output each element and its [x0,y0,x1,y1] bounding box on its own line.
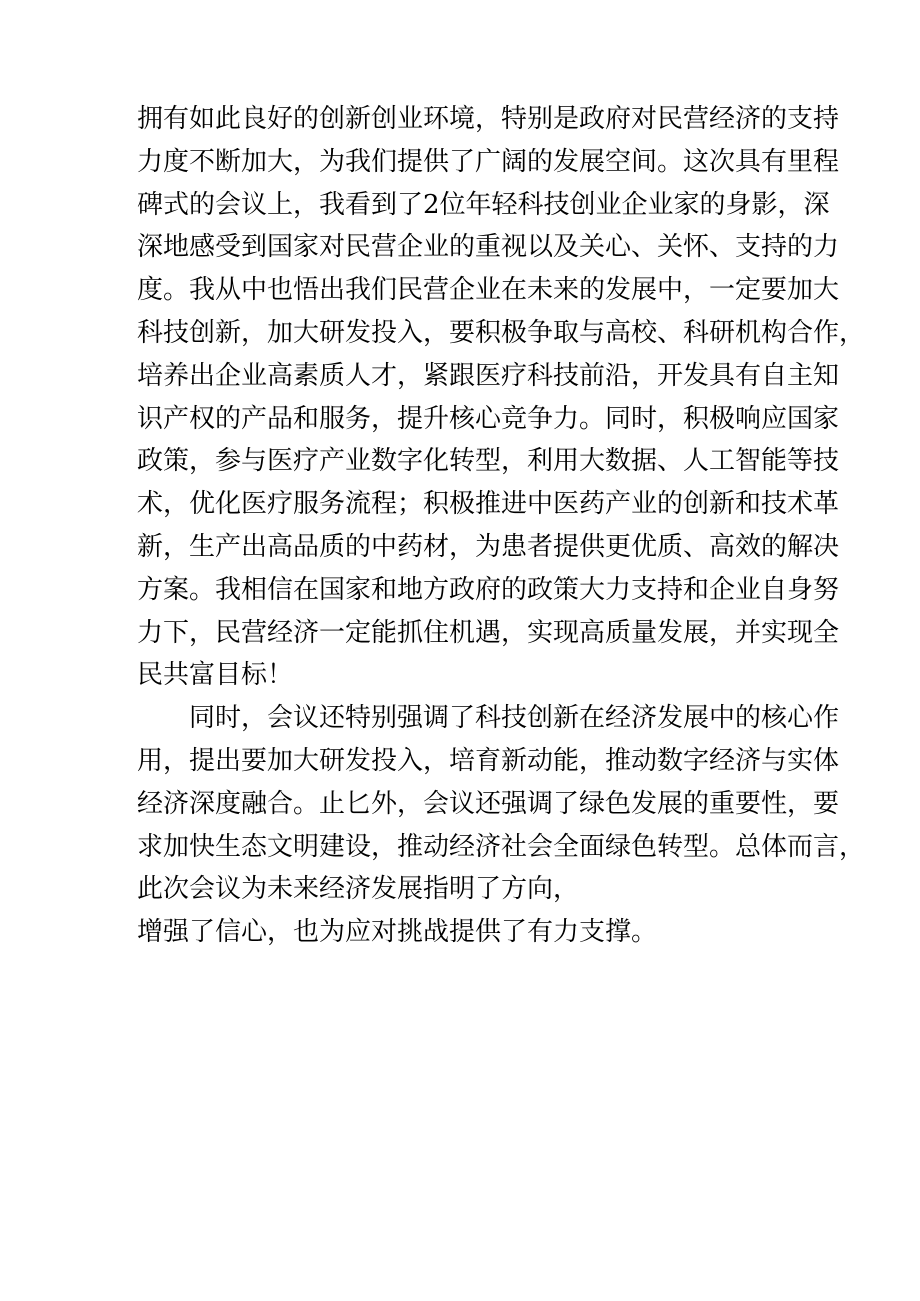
text-line: 方案。我相信在国家和地方政府的政策大力支持和企业自身努 [137,574,840,605]
text-line: 政策，参与医疗产业数字化转型，利用大数据、人工智能等技 [137,446,840,477]
text-line: 深地感受到国家对民营企业的重视以及关心、关怀、支持的力 [137,232,840,263]
text-line: 碑式的会议上，我看到了2位年轻科技创业企业家的身影，深 [137,189,830,220]
paragraph-2 [137,697,866,954]
text-line: 此次会议为未来经济发展指明了方向， [137,874,580,905]
text-line: 同时，会议还特别强调了科技创新在经济发展中的核心作 [189,703,840,734]
text-line: 民共富目标！ [137,660,294,691]
text-line: 经济深度融合。止匕外，会议还强调了绿色发展的重要性，要 [137,788,840,819]
text-line: 用，提出要加大研发投入，培育新动能，推动数字经济与实体 [137,745,840,776]
document-body [137,98,866,954]
text-line: 拥有如此良好的创新创业环境，特别是政府对民营经济的支持 [137,104,840,134]
text-line: 新，生产出高品质的中药材，为患者提供更优质、高效的解决 [137,531,840,562]
text-line: 力度不断加大，为我们提供了广阔的发展空间。这次具有里程 [137,146,840,177]
text-line: 力下，民营经济一定能抓住机遇，实现高质量发展，并实现全 [137,617,840,648]
text-line: 识产权的产品和服务，提升核心竞争力。同时，积极响应国家 [137,403,840,434]
text-line: 培养出企业高素质人才，紧跟医疗科技前沿，开发具有自主知 [137,360,840,391]
text-line: 术，优化医疗服务流程；积极推进中医药产业的创新和技术革 [137,489,840,520]
paragraph-1 [137,98,866,697]
text-line: 求加快生态文明建设，推动经济社会全面绿色转型。总体而言， [137,831,866,862]
text-line: 增强了信心，也为应对挑战提供了有力支撑。 [137,917,658,948]
text-line: 科技创新，加大研发投入，要积极争取与高校、科研机构合作， [137,317,866,348]
text-line: 度。我从中也悟出我们民营企业在未来的发展中，一定要加大 [137,275,840,306]
